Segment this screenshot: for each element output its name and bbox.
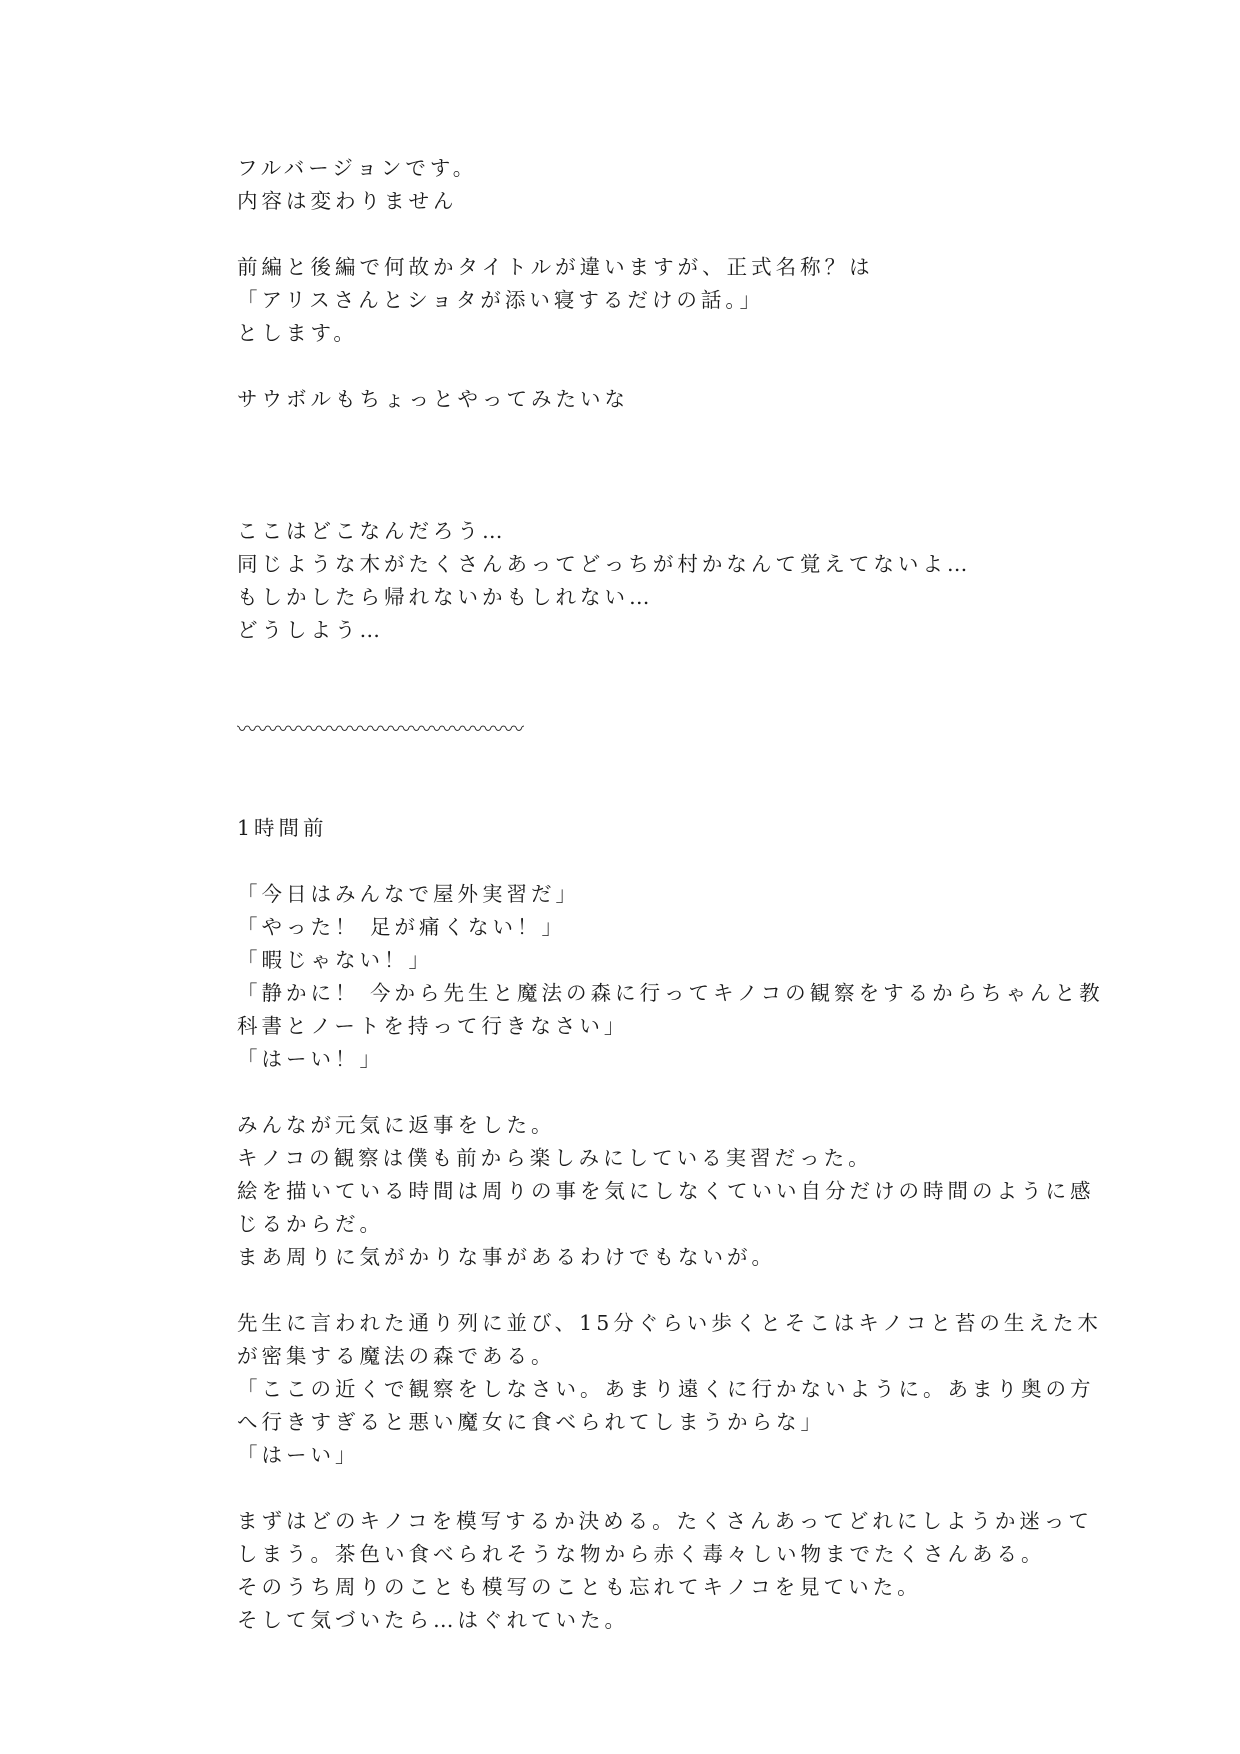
text-line: 前編と後編で何故かタイトルが違いますが、正式名称？は xyxy=(237,255,874,279)
document-body xyxy=(237,152,1104,1637)
text-line: みんなが元気に返事をした。 xyxy=(237,1113,556,1137)
blank-line xyxy=(237,1472,1012,1505)
text-line: どうしよう… xyxy=(237,618,384,642)
blank-line xyxy=(237,746,1012,779)
blank-line xyxy=(237,350,1012,383)
text-line: もしかしたら帰れないかもしれない… xyxy=(237,585,654,609)
text-line: ここはどこなんだろう… xyxy=(237,519,507,543)
text-line: が密集する魔法の森である。 xyxy=(237,1344,556,1368)
blank-line xyxy=(237,218,1012,251)
section-divider: 〰〰〰〰〰〰〰〰〰〰〰〰〰〰 xyxy=(237,717,524,741)
text-line: 科書とノートを持って行きなさい」 xyxy=(237,1014,629,1038)
text-line: そのうち周りのことも模写のことも忘れてキノコを見ていた。 xyxy=(237,1575,922,1599)
text-line: 先生に言われた通り列に並び、15分ぐらい歩くとそこはキノコと苔の生えた木 xyxy=(237,1311,1102,1335)
blank-line xyxy=(237,647,1012,680)
text-line: 「はーい」 xyxy=(237,1443,360,1467)
text-line: 「静かに！ 今から先生と魔法の森に行ってキノコの観察をするからちゃんと教 xyxy=(237,981,1104,1005)
blank-line xyxy=(237,680,1012,713)
blank-line xyxy=(237,1274,1012,1307)
blank-line xyxy=(237,449,1012,482)
text-line: とします。 xyxy=(237,321,358,345)
text-line: 「アリスさんとショタが添い寝するだけの話。」 xyxy=(237,288,765,312)
text-line: フルバージョンです。 xyxy=(237,156,478,180)
text-line: しまう。茶色い食べられそうな物から赤く毒々しい物までたくさんある。 xyxy=(237,1542,1046,1566)
text-line: 絵を描いている時間は周りの事を気にしなくていい自分だけの時間のように感 xyxy=(237,1179,1095,1203)
text-line: 「ここの近くで観察をしなさい。あまり遠くに行かないように。あまり奥の方 xyxy=(237,1377,1095,1401)
text-line: サウボルもちょっとやってみたいな xyxy=(237,387,629,411)
text-line: 内容は変わりません xyxy=(237,189,458,213)
blank-line xyxy=(237,779,1012,812)
blank-line xyxy=(237,482,1012,515)
text-line: へ行きすぎると悪い魔女に食べられてしまうからな」 xyxy=(237,1410,825,1434)
blank-line xyxy=(237,1076,1012,1109)
text-line: 同じような木がたくさんあってどっちが村かなんて覚えてないよ… xyxy=(237,552,972,576)
blank-line xyxy=(237,845,1012,878)
text-line: 「はーい！」 xyxy=(237,1047,384,1071)
blank-line xyxy=(237,416,1012,449)
text-line: 「やった！ 足が痛くない！」 xyxy=(237,915,567,939)
text-line: じるからだ。 xyxy=(237,1212,384,1236)
text-line: 「今日はみんなで屋外実習だ」 xyxy=(237,882,580,906)
text-line: そして気づいたら…はぐれていた。 xyxy=(237,1608,629,1632)
text-line: 1時間前 xyxy=(237,816,328,840)
text-line: まずはどのキノコを模写するか決める。たくさんあってどれにしようか迷って xyxy=(237,1509,1093,1533)
text-line: 「暇じゃない！」 xyxy=(237,948,433,972)
text-line: まあ周りに気がかりな事があるわけでもないが。 xyxy=(237,1245,776,1269)
text-line: キノコの観察は僕も前から楽しみにしている実習だった。 xyxy=(237,1146,873,1170)
